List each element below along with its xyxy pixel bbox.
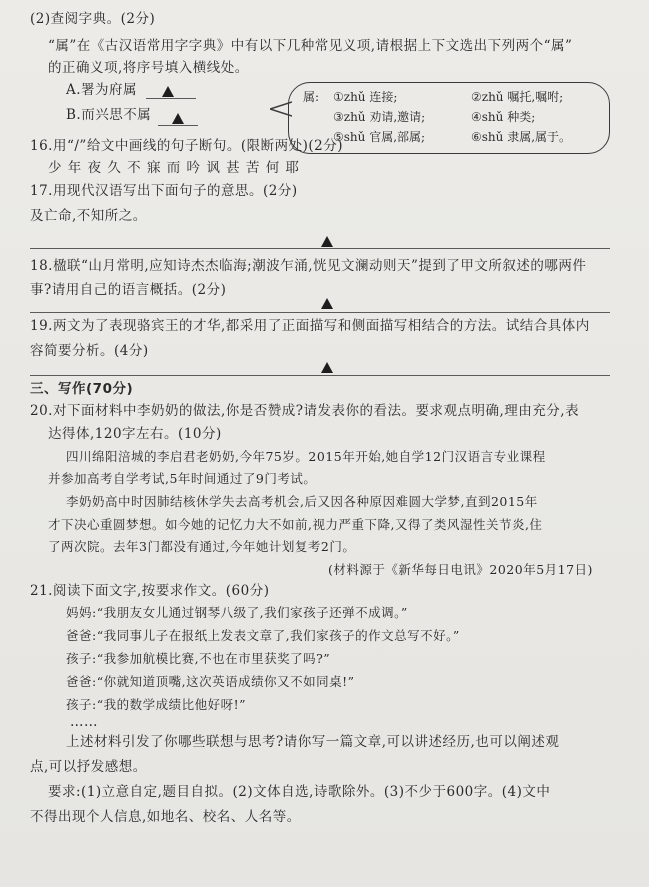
q21-requirement-2: 点,可以抒发感想。 (30, 759, 147, 775)
q21-requirement-4: 不得出现个人信息,如地名、校名、人名等。 (30, 809, 301, 825)
q20-material-p1b: 并参加高考自学考试,5年时间通过了9门考试。 (48, 471, 317, 486)
q21-requirement-1: 上述材料引发了你哪些联想与思考?请你写一篇文章,可以讲述经历,也可以阐述观 (66, 734, 560, 750)
q21-dialogue-5: 孩子:“我的数学成绩比他好呀!” (66, 697, 247, 712)
q21-dialogue-2: 爸爸:“我同事儿子在报纸上发表文章了,我们家孩子的作文总写不好。” (66, 628, 460, 643)
q21-dialogue-1: 妈妈:“我朋友女儿通过钢琴八级了,我们家孩子还弹不成调。” (66, 605, 408, 620)
q20-material-p2c: 了两次院。去年3门都没有通过,今年她计划复考2门。 (48, 539, 356, 554)
answer-marker-icon (321, 362, 333, 373)
definition-4: ④shǔ 种类; (471, 110, 536, 124)
q20-prompt-line2: 达得体,120字左右。(10分) (48, 426, 222, 442)
q20-source: (材料源于《新华每日电讯》2020年5月17日) (328, 562, 593, 577)
q18-answer-line[interactable] (30, 312, 610, 313)
definition-label: 属: (303, 90, 320, 104)
q15-2-option-a: A.署为府属 (66, 82, 138, 98)
q19-prompt-line1: 19.两文为了表现骆宾王的才华,都采用了正面描写和侧面描写相结合的方法。试结合具体内 (30, 318, 590, 334)
q15-2-option-b: B.而兴思不属 (66, 107, 152, 123)
q19-prompt-line2: 容简要分析。(4分) (30, 343, 149, 359)
definition-3: ③zhǔ 劝请,邀请; (333, 110, 426, 124)
q17-answer-line[interactable] (30, 248, 610, 249)
q17-sentence: 及亡命,不知所之。 (30, 208, 147, 224)
q15-2-instruction-line1: “属”在《古汉语常用字字典》中有以下几种常见义项,请根据上下文选出下列两个“属” (48, 38, 573, 54)
q16-sentence: 少 年 夜 久 不 寐 而 吟 讽 甚 苦 何 耶 (48, 160, 300, 176)
section-heading: 三、写作(70分) (30, 381, 134, 397)
q15-2-heading: (2)查阅字典。(2分) (30, 11, 156, 27)
definition-1: ①zhǔ 连接; (333, 90, 398, 104)
q20-material-p2b: 才下决心重圆梦想。如今她的记忆力大不如前,视力严重下降,又得了类风湿性关节炎,住 (48, 517, 543, 532)
definition-2: ②zhǔ 嘱托,嘱咐; (471, 90, 564, 104)
answer-marker-icon (321, 236, 333, 247)
q21-dialogue-4: 爸爸:“你就知道顶嘴,这次英语成绩你又不如同桌!” (66, 674, 355, 689)
definition-6: ⑥shǔ 隶属,属于。 (471, 130, 572, 144)
definition-5: ⑤shǔ 官属,部属; (333, 130, 426, 144)
q21-ellipsis: …… (70, 714, 98, 730)
answer-marker-icon (172, 113, 184, 124)
q20-material-p1a: 四川绵阳涪城的李启君老奶奶,今年75岁。2015年开始,她自学12门汉语言专业课程 (66, 449, 546, 464)
q20-prompt-line1: 20.对下面材料中李奶奶的做法,你是否赞成?请发表你的看法。要求观点明确,理由充分,表 (30, 403, 580, 419)
q21-dialogue-3: 孩子:“我参加航模比赛,不也在市里获奖了吗?” (66, 651, 331, 666)
answer-blank-b[interactable] (158, 125, 198, 126)
q16-prompt: 16.用“/”给文中画线的句子断句。(限断两处)(2分) (30, 138, 343, 154)
q18-prompt-line2: 事?请用自己的语言概括。(2分) (30, 282, 227, 298)
q15-2-instruction-line2: 的正确义项,将序号填入横线处。 (48, 60, 249, 76)
q17-prompt: 17.用现代汉语写出下面句子的意思。(2分) (30, 183, 298, 199)
q21-requirement-3: 要求:(1)立意自定,题目自拟。(2)文体自选,诗歌除外。(3)不少于600字。(4)文中 (48, 784, 551, 800)
q19-answer-line[interactable] (30, 375, 610, 376)
answer-blank-a[interactable] (146, 98, 196, 99)
q18-prompt-line1: 18.楹联“山月常明,应知诗杰杰临海;潮波乍涌,恍见文澜动则天”提到了甲文所叙述的哪两件 (30, 258, 587, 274)
answer-marker-icon (321, 298, 333, 309)
q20-material-p2a: 李奶奶高中时因肺结核休学失去高考机会,后又因各种原因难圆大学梦,直到2015年 (66, 494, 538, 509)
q21-prompt: 21.阅读下面文字,按要求作文。(60分) (30, 583, 270, 599)
answer-marker-icon (162, 86, 174, 97)
